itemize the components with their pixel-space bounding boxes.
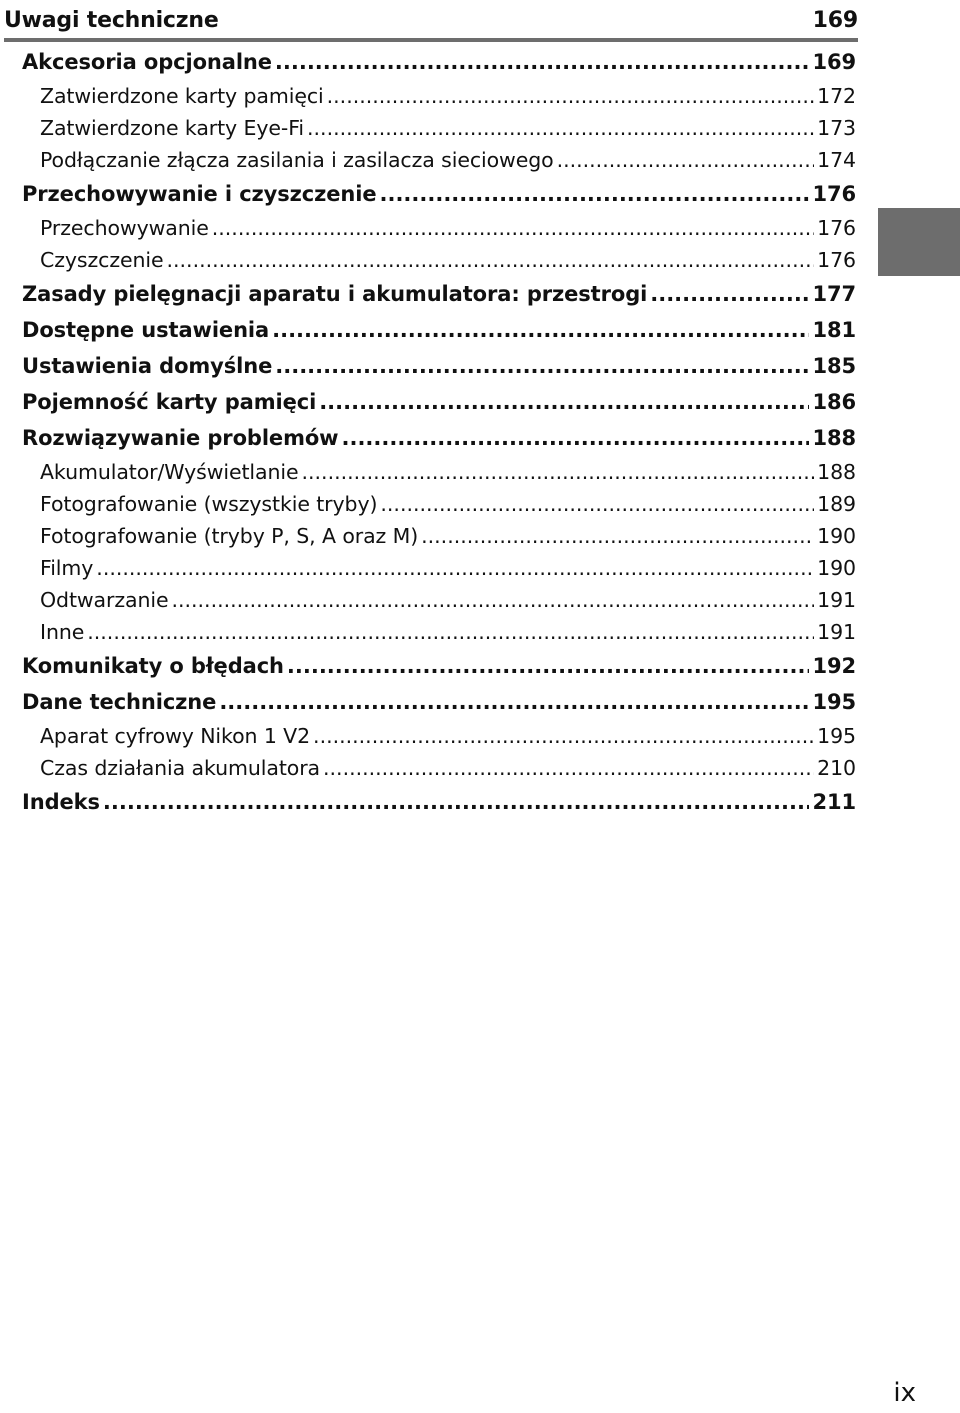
toc-subentry[interactable] [40, 244, 856, 276]
toc-entry-page: 190 [817, 556, 856, 580]
toc-subentry[interactable] [40, 552, 856, 584]
toc-entry-page: 195 [817, 724, 856, 748]
toc-entry[interactable] [22, 420, 856, 456]
dot-leader [327, 80, 815, 112]
toc-entry-page: 181 [812, 318, 856, 342]
dot-leader [421, 520, 814, 552]
toc-entry-page: 176 [812, 182, 856, 206]
dot-leader [103, 784, 810, 820]
toc-subentry[interactable] [40, 520, 856, 552]
toc-entry-page: 177 [812, 282, 856, 306]
table-of-contents [0, 44, 860, 820]
toc-subentry[interactable] [40, 456, 856, 488]
toc-entry-page: 191 [817, 588, 856, 612]
dot-leader [650, 276, 809, 312]
toc-entry[interactable] [22, 348, 856, 384]
toc-subentry[interactable] [40, 752, 856, 784]
dot-leader [323, 752, 814, 784]
toc-entry-page: 174 [817, 148, 856, 172]
toc-entry-title: Akumulator/Wyświetlanie [40, 460, 299, 484]
toc-entry-title: Fotografowanie (tryby P, S, A oraz M) [40, 524, 419, 548]
dot-leader [272, 312, 809, 348]
toc-subentry[interactable] [40, 144, 856, 176]
dot-leader [275, 348, 809, 384]
section-title: Uwagi techniczne [4, 7, 219, 33]
toc-entry-title: Czas działania akumulatora [40, 756, 321, 780]
toc-entry-page: 211 [812, 790, 856, 814]
toc-entry-page: 195 [812, 690, 856, 714]
toc-entry-page: 188 [812, 426, 856, 450]
dot-leader [307, 112, 814, 144]
toc-entry-page: 172 [817, 84, 856, 108]
toc-entry-title: Dane techniczne [22, 690, 217, 714]
toc-entry-title: Czyszczenie [40, 248, 164, 272]
dot-leader [380, 488, 814, 520]
toc-entry-page: 210 [817, 756, 856, 780]
toc-subentry[interactable] [40, 212, 856, 244]
toc-entry-title: Komunikaty o błędach [22, 654, 284, 678]
toc-entry-title: Zasady pielęgnacji aparatu i akumulatora: przestrogi [22, 282, 648, 306]
toc-subentry[interactable] [40, 584, 856, 616]
toc-entry-title: Dostępne ustawienia [22, 318, 270, 342]
dot-leader [319, 384, 809, 420]
dot-leader [96, 552, 814, 584]
dot-leader [212, 212, 814, 244]
toc-entry[interactable] [22, 312, 856, 348]
toc-entry-page: 186 [812, 390, 856, 414]
toc-entry-title: Fotografowanie (wszystkie tryby) [40, 492, 378, 516]
dot-leader [87, 616, 814, 648]
toc-subentry[interactable] [40, 720, 856, 752]
toc-subentry[interactable] [40, 80, 856, 112]
toc-entry-title: Zatwierdzone karty pamięci [40, 84, 324, 108]
toc-entry-title: Przechowywanie i czyszczenie [22, 182, 377, 206]
toc-entry-title: Aparat cyfrowy Nikon 1 V2 [40, 724, 311, 748]
toc-entry-page: 176 [817, 248, 856, 272]
toc-entry-page: 189 [817, 492, 856, 516]
toc-entry[interactable] [22, 176, 856, 212]
dot-leader [557, 144, 815, 176]
toc-entry[interactable] [22, 44, 856, 80]
dot-leader [275, 44, 810, 80]
toc-entry-page: 176 [817, 216, 856, 240]
toc-entry[interactable] [22, 648, 856, 684]
chapter-tab [878, 208, 960, 276]
dot-leader [219, 684, 809, 720]
toc-entry-page: 191 [817, 620, 856, 644]
toc-entry-title: Filmy [40, 556, 94, 580]
toc-entry-page: 185 [812, 354, 856, 378]
dot-leader [287, 648, 810, 684]
toc-entry-title: Indeks [22, 790, 100, 814]
toc-entry-title: Podłączanie złącza zasilania i zasilacza sieciowego [40, 148, 554, 172]
toc-entry[interactable] [22, 384, 856, 420]
toc-entry-page: 190 [817, 524, 856, 548]
section-page: 169 [812, 7, 858, 33]
toc-entry-title: Pojemność karty pamięci [22, 390, 317, 414]
toc-entry[interactable] [22, 684, 856, 720]
toc-subentry[interactable] [40, 488, 856, 520]
page-number: ix [893, 1378, 916, 1408]
toc-subentry[interactable] [40, 616, 856, 648]
dot-leader [167, 244, 815, 276]
dot-leader [171, 584, 814, 616]
section-header [4, 2, 858, 38]
dot-leader [313, 720, 814, 752]
dot-leader [380, 176, 810, 212]
toc-entry-title: Zatwierdzone karty Eye-Fi [40, 116, 305, 140]
dot-leader [341, 420, 809, 456]
header-rule [4, 38, 858, 42]
toc-entry-title: Przechowywanie [40, 216, 209, 240]
toc-entry-page: 188 [817, 460, 856, 484]
toc-entry-title: Odtwarzanie [40, 588, 169, 612]
toc-entry-page: 169 [812, 50, 856, 74]
toc-entry-title: Inne [40, 620, 85, 644]
toc-entry-title: Akcesoria opcjonalne [22, 50, 272, 74]
toc-entry-title: Rozwiązywanie problemów [22, 426, 339, 450]
toc-entry-title: Ustawienia domyślne [22, 354, 273, 378]
toc-entry-page: 173 [817, 116, 856, 140]
dot-leader [302, 456, 815, 488]
toc-subentry[interactable] [40, 112, 856, 144]
toc-entry-page: 192 [812, 654, 856, 678]
toc-entry[interactable] [22, 276, 856, 312]
toc-entry[interactable] [22, 784, 856, 820]
